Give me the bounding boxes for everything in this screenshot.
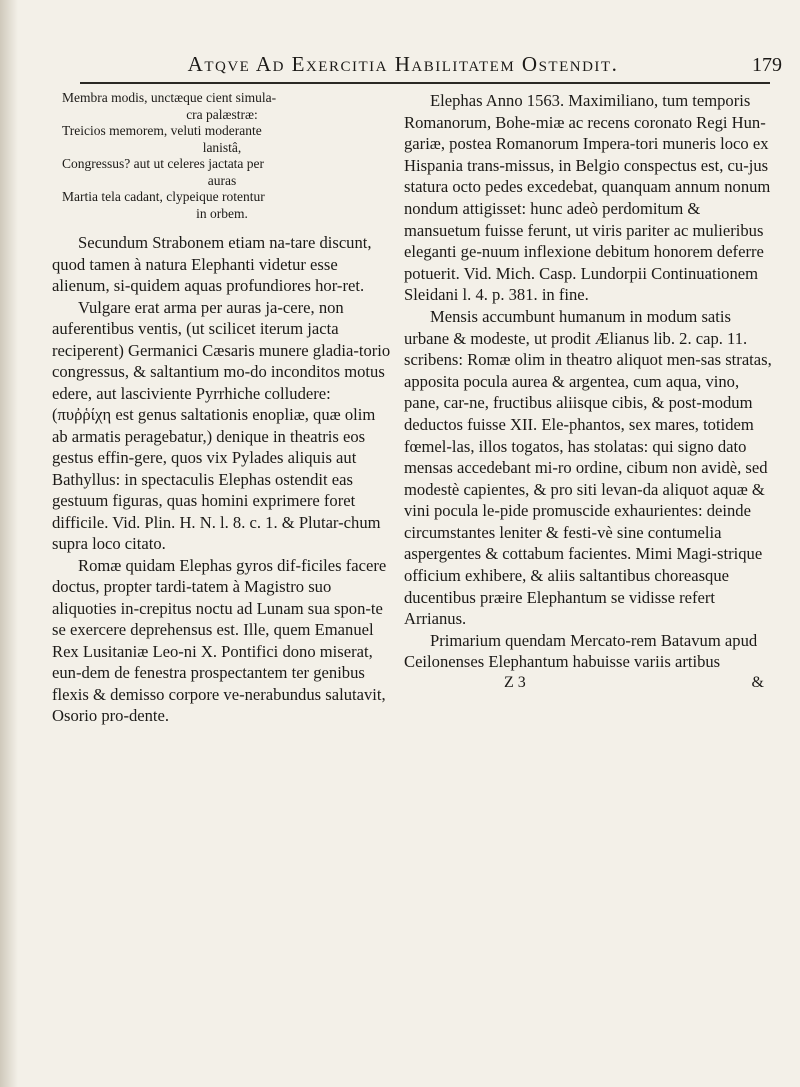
right-column <box>404 90 772 693</box>
page-footer <box>404 673 772 693</box>
page-header <box>0 52 800 82</box>
verse-line: cra palæstræ: <box>186 106 258 122</box>
verse-line: lanistâ, <box>202 139 242 155</box>
verse-line: Treicios memorem, veluti moderante <box>62 123 262 138</box>
verse-quotation <box>52 90 392 222</box>
signature-mark: Z 3 <box>504 674 526 692</box>
paragraph: Romæ quidam Elephas gyros dif-ficiles facere doctus, propter tardi-tatem à Magistro suo aliquoties in-crepitus noctu ad Lunam sua spon-te se exercere deprehensus est. Ille, quem Emanuel Rex Lusitaniæ Leo-ni X. Pontifici dono miserat, eun-dem de fenestra prospectantem ter genibus flexis & demisso corpore ve-nerabundus salutavit, Osorio pro-dente. <box>52 555 387 725</box>
verse-line: Membra modis, unctæque cient simula- <box>62 90 277 105</box>
page-gutter <box>0 0 18 1087</box>
paragraph: Secundum Strabonem etiam na-tare discunt, quod tamen à natura Elephanti videtur esse alienum, si-quidem aquas profundiores hor-ret. <box>52 233 372 295</box>
verse-line: Martia tela cadant, clypeique rotentur <box>62 189 265 204</box>
header-rule <box>80 82 770 84</box>
running-head: Atqve Ad Exercitia Habilitatem Ostendit. <box>187 52 619 76</box>
paragraph: Vulgare erat arma per auras ja-cere, non auferentibus ventis, (ut scilicet iterum jacta reciperent) Germanici Cæsaris munere gladia-torio congressus, & saltantium mo-do inconditos motus edere, aut lasciviente Pyrrhiche colludere: (πυῤῥίχη est genus saltationis enopliæ, quæ olim ab armatis peragebatur,) denique in theatris eos gestus effin-gere, quos vix Pylades aliquis aut Bathyllus: in spectaculis Elephas ostendit eas gestuum figuras, quas homini exprimere foret difficile. Vid. Plin. H. N. l. 8. c. 1. & Plutar-chum supra loco citato. <box>52 297 391 553</box>
paragraph: Mensis accumbunt humanum in modum satis urbane & modeste, ut prodit Ælianus lib. 2. cap. 11. scribens: Romæ olim in theatro aliquot men-sas stratas, apposita pocula aurea & argentea, cum aqua, vino, pane, car-ne, fructibus aliisque cibis, & post-modum deductos fuisse XII. Ele-phantos, sex mares, totidem fœmel-las, illos togatos, has stolatas: qui signo dato mensas accedebant mi-ro ordine, cibum non avidè, sed modestè capientes, & pro siti levan-da aliquot aquæ & vini pocula le-pide promuscide exhaurientes: deinde circumstantes leniter & festi-vè sine contumelia aspergentes & cottabum facientes. Mimi Magi-strique officium exhibere, & aliis saltantibus choreasque ducentibus præire Elephantum se vidisse refert Arrianus. <box>404 306 772 629</box>
verse-line: in orbem. <box>196 205 248 221</box>
paragraph: Elephas Anno 1563. Maximiliano, tum temporis Romanorum, Bohe-miæ ac recens coronato Regi Hun-gariæ, postea Romanorum Impera-tori muneris loco ex Hispania trans-missus, in Belgio conspectus est, cu-jus statura octo pedes excedebat, quanquam annum nonum nondum attigisset: hunc adeò perdomitum & mansuetum fuisse ferunt, ut viris pariter ac mulieribus eleganti ge-nuum inflexione debitum honorem deferre potuerit. Vid. Mich. Casp. Lundorpii Continuationem Sleidani l. 4. p. 381. in fine. <box>404 91 771 305</box>
left-column <box>52 90 392 727</box>
paragraph: Primarium quendam Mercato-rem Batavum apud Ceilonenses Elephantum habuisse variis artibus <box>404 630 758 672</box>
verse-line: auras <box>207 172 237 188</box>
verse-line: Congressus? aut ut celeres jactata per <box>62 156 265 171</box>
catchword: & <box>751 674 764 692</box>
page-number: 179 <box>752 54 782 76</box>
